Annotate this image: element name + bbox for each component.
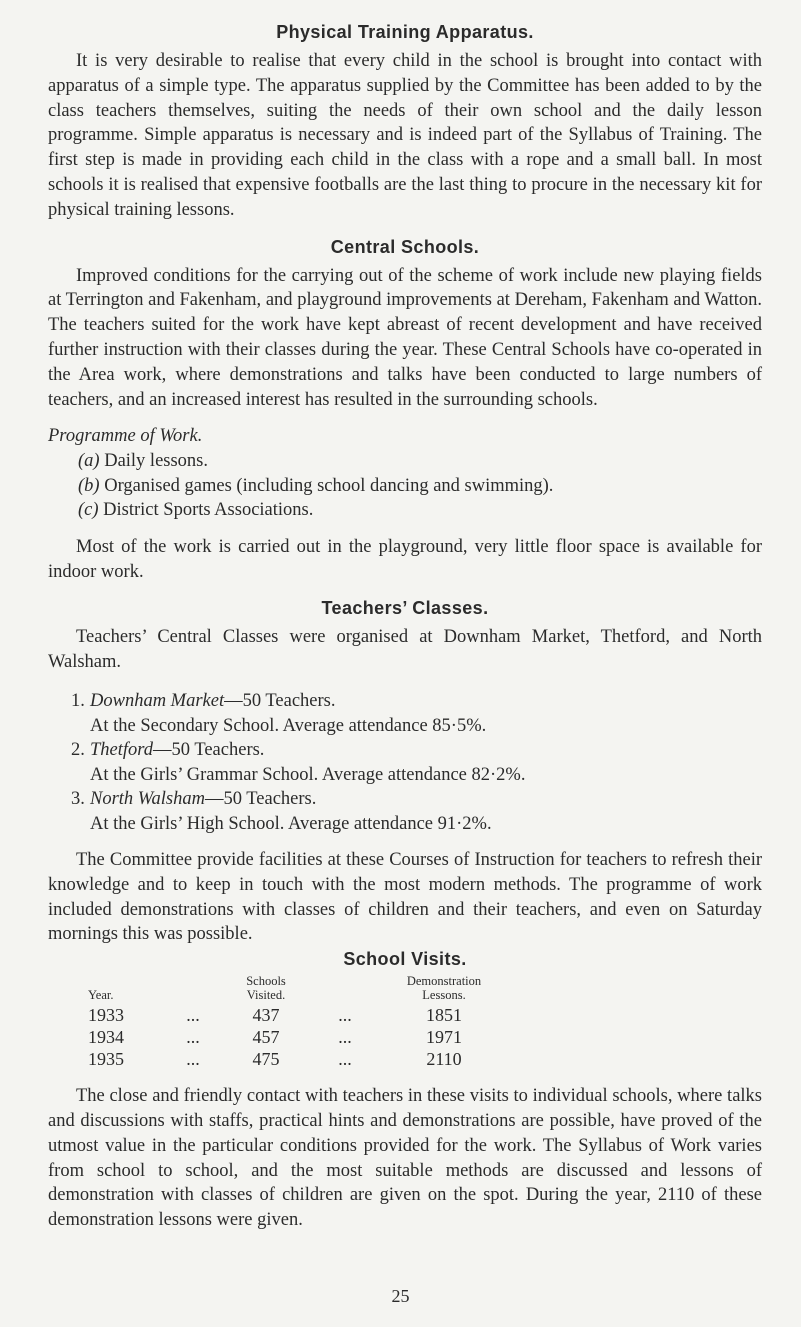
class-item: 3. North Walsham—50 Teachers. At the Girls’ High School. Average attendance 91·2%. bbox=[71, 789, 492, 834]
header-schools-visited: Schools Visited. bbox=[246, 974, 286, 1003]
class-item: 2. Thetford—50 Teachers. At the Girls’ Grammar School. Average attendance 82·2%. bbox=[71, 740, 526, 785]
apparatus-paragraph: It is very desirable to realise that every child in the school is brought into contact with apparatus of a simple type. The apparatus supplied by the Committee has been added to by the class teachers themselves, suiting the needs of their own school and the daily lesson programme. Simple apparatus is necessary and is indeed part of the Syllabus of Training. The first step is made in providing each child in the class with a rope and a small ball. In most schools it is realised that expensive footballs are the last thing to procure in the necessary kit for physical training lessons. bbox=[48, 51, 762, 220]
school-visits-table bbox=[88, 974, 504, 1070]
classes-list bbox=[48, 689, 762, 836]
playground-paragraph: Most of the work is carried out in the playground, very little floor space is available for indoor work. bbox=[48, 536, 762, 582]
school-visits-heading: School Visits. bbox=[343, 949, 467, 970]
header-year: Year. bbox=[88, 988, 114, 1003]
committee-paragraph: The Committee provide facilities at these Courses of Instruction for teachers to refresh their knowledge and to keep in touch with the most modern methods. The programme of work included demonstrations with classes of children and their teachers, and even on Saturday mornings this was possible. bbox=[48, 850, 762, 945]
table-row: 1934 ... 457 ... 1971 bbox=[88, 1027, 462, 1048]
central-schools-paragraph: Improved conditions for the carrying out of the scheme of work include new playing fields at Terrington and Fakenham, and playground improvements at Dereham, Fakenham and Watton. The teachers suited for the work have kept abreast of recent development and have received further instruction with their classes during the year. These Central Schools have co-operated in the Area work, where demonstrations and talks have been conducted to large numbers of teachers, and an increased interest has resulted in the surrounding schools. bbox=[48, 265, 762, 410]
teachers-intro-paragraph: Teachers’ Central Classes were organised at Downham Market, Thetford, and North Walsham. bbox=[48, 627, 762, 673]
class-item: 1. Downham Market—50 Teachers. At the Secondary School. Average attendance 85·5%. bbox=[71, 691, 487, 736]
table-row: 1933 ... 437 ... 1851 bbox=[88, 1005, 462, 1026]
page-number: 25 bbox=[391, 1286, 410, 1306]
programme-item: (c) District Sports Associations. bbox=[78, 500, 314, 521]
table-header-row bbox=[88, 974, 504, 1004]
programme-item: (b) Organised games (including school dancing and swimming). bbox=[78, 475, 554, 496]
central-schools-heading: Central Schools. bbox=[330, 236, 480, 257]
document-page bbox=[48, 22, 762, 1247]
apparatus-heading: Physical Training Apparatus. bbox=[276, 22, 534, 42]
header-demonstration-lessons: Demonstration Lessons. bbox=[406, 974, 482, 1003]
teachers-classes-heading: Teachers’ Classes. bbox=[321, 598, 489, 619]
programme-list bbox=[48, 449, 762, 523]
programme-title: Programme of Work. bbox=[48, 426, 203, 447]
table-row: 1935 ... 475 ... 2110 bbox=[88, 1049, 462, 1070]
school-visits-paragraph: The close and friendly contact with teachers in these visits to individual schools, where talks and discussions with staffs, practical hints and demonstrations are possible, have proved of the utmost value in the particular conditions provided for the work. The Syllabus of Work varies from school to school, and the most suitable methods are discussed and lessons of demonstration with classes of children are given on the spot. During the year, 2110 of these demonstration lessons were given. bbox=[48, 1086, 762, 1231]
programme-item: (a) Daily lessons. bbox=[78, 451, 209, 472]
